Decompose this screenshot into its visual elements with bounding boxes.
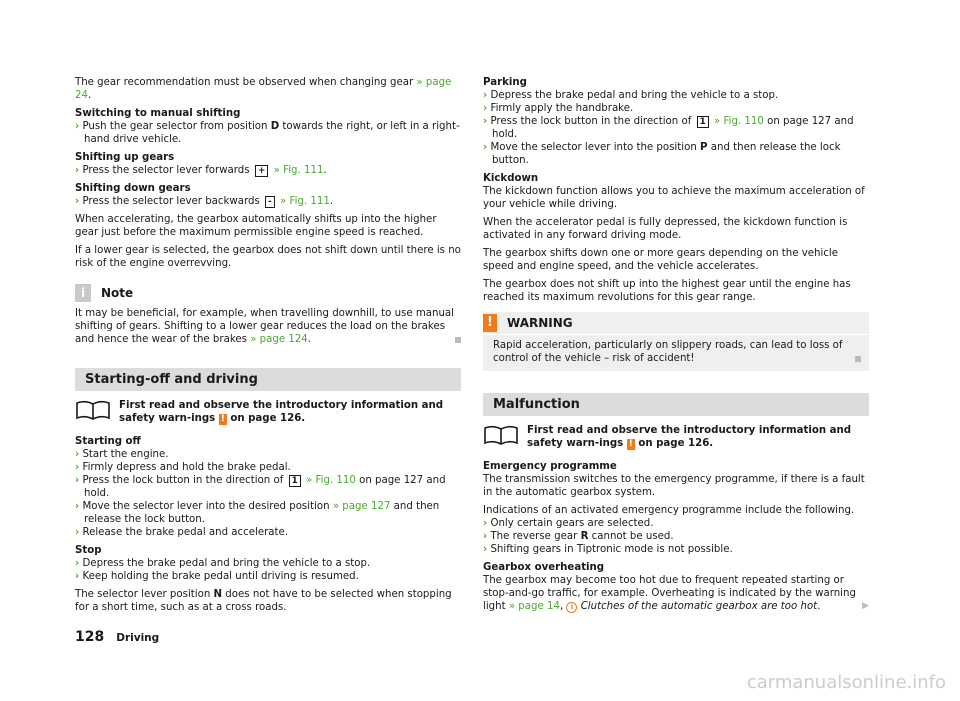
- end-marker-icon: [455, 337, 461, 343]
- chevron-icon: ›: [75, 501, 80, 512]
- emergency-text: The transmission switches to the emergency programme, if there is a fault in the automatic gearbox system.: [483, 474, 865, 498]
- warning-box: [483, 312, 869, 371]
- book-icon: [75, 399, 111, 421]
- intro-box: First read and observe the introductory information and safety warn-ings ! on page 126.: [75, 399, 461, 425]
- note-text: It may be beneficial, for example, when travelling downhill, to use manual shifting of gears. Shifting to a lower gear reduces the load on the brakes and hence the wear of the brakes » page 124.: [75, 307, 461, 346]
- chevron-icon: ›: [483, 90, 488, 101]
- list-item: › Only certain gears are selected.: [483, 518, 654, 529]
- fig-111-link[interactable]: » Fig. 111: [270, 165, 324, 176]
- fig-110-link[interactable]: » Fig. 110: [710, 116, 764, 127]
- kickdown-text: The gearbox shifts down one or more gears depending on the vehicle speed and engine speed, and the vehicle accelerates.: [483, 248, 839, 272]
- chevron-icon: ›: [75, 121, 80, 132]
- overheating-text: The gearbox may become too hot due to frequent repeated starting or stop-and-go traffic, for example. Overheating is indicated by the warning light » page 14, i Clutches of the automatic gearbox are too hot. ▶: [483, 575, 869, 612]
- list-item: › Depress the brake pedal and bring the vehicle to a stop.: [75, 558, 371, 569]
- chevron-icon: ›: [75, 558, 80, 569]
- emergency-heading: Emergency programme: [483, 461, 617, 472]
- kickdown-text: When the accelerator pedal is fully depressed, the kickdown function is activated in any forward driving mode.: [483, 217, 848, 241]
- shift-down-heading: Shifting down gears: [75, 183, 191, 194]
- page-footer: [75, 629, 159, 645]
- list-item: › Move the selector lever into the desired position » page 127 and then release the lock button.: [75, 501, 440, 525]
- manual-shifting-heading: Switching to manual shifting: [75, 108, 241, 119]
- kickdown-text: The gearbox does not shift up into the highest gear until the engine has reached its maximum revolutions for this gear range.: [483, 279, 851, 303]
- page-number: 128: [75, 629, 105, 645]
- starting-off-heading: Starting off: [75, 436, 141, 447]
- clutch-warning-icon: i: [566, 602, 577, 613]
- chevron-icon: ›: [483, 531, 488, 542]
- list-item: › Firmly depress and hold the brake pedal.: [75, 462, 291, 473]
- list-item: › The reverse gear R cannot be used.: [483, 531, 674, 542]
- warning-title: WARNING: [507, 315, 573, 330]
- key-1-icon: 1: [697, 116, 709, 128]
- page-14-link[interactable]: » page 14: [508, 601, 560, 612]
- section-title-starting-off: Starting-off and driving: [75, 368, 461, 391]
- list-item: › Keep holding the brake pedal until driving is resumed.: [75, 571, 359, 582]
- key-1-icon: 1: [289, 475, 301, 487]
- chevron-icon: ›: [75, 571, 80, 582]
- note-header: [75, 284, 461, 302]
- stop-heading: Stop: [75, 545, 102, 556]
- end-marker-icon: [855, 356, 861, 362]
- acceleration-text: When accelerating, the gearbox automatically shifts up into the higher gear just before the maximum permissible engine speed is reached.: [75, 214, 437, 238]
- fig-111-link[interactable]: » Fig. 111: [276, 196, 330, 207]
- chevron-icon: ›: [75, 165, 80, 176]
- chevron-icon: ›: [75, 527, 80, 538]
- plus-key-icon: +: [255, 165, 269, 177]
- list-item: › Shifting gears in Tiptronic mode is not possible.: [483, 544, 733, 555]
- chevron-icon: ›: [75, 475, 80, 486]
- footer-section-title: Driving: [116, 632, 160, 644]
- chevron-icon: ›: [483, 142, 488, 153]
- chevron-icon: ›: [483, 116, 488, 127]
- book-icon: [483, 424, 519, 446]
- note-title: Note: [101, 285, 134, 300]
- list-item: › Press the lock button in the direction of 1 » Fig. 110 on page 127 and hold.: [75, 475, 446, 499]
- chevron-icon: ›: [483, 544, 488, 555]
- list-item: › Firmly apply the handbrake.: [483, 103, 634, 114]
- intro-box: First read and observe the introductory information and safety warn-ings ! on page 126.: [483, 424, 869, 450]
- page-24-link[interactable]: » page 24: [75, 77, 452, 101]
- list-item: › Press the selector lever backwards - » Fig. 111.: [75, 196, 334, 207]
- page-127-link[interactable]: » page 127: [332, 501, 391, 512]
- chevron-icon: ›: [75, 449, 80, 460]
- fig-110-link[interactable]: » Fig. 110: [302, 475, 356, 486]
- overheating-heading: Gearbox overheating: [483, 562, 605, 573]
- warning-header: [483, 312, 869, 335]
- chevron-icon: ›: [75, 196, 80, 207]
- page-124-link[interactable]: » page 124: [250, 334, 308, 345]
- continue-arrow-icon: ▶: [862, 601, 869, 611]
- section-title-malfunction: Malfunction: [483, 393, 869, 416]
- list-item: › Press the selector lever forwards + » Fig. 111.: [75, 165, 327, 176]
- list-item: › Depress the brake pedal and bring the vehicle to a stop.: [483, 90, 779, 101]
- warning-text: Rapid acceleration, particularly on slippery roads, can lead to loss of control of the vehicle – risk of accident!: [483, 335, 869, 365]
- shift-up-heading: Shifting up gears: [75, 152, 175, 163]
- right-column: [483, 76, 869, 618]
- warning-icon: !: [483, 314, 497, 332]
- chevron-icon: ›: [483, 103, 488, 114]
- minus-key-icon: -: [265, 196, 275, 208]
- watermark: carmanualsonline.info: [746, 672, 946, 693]
- gear-recommendation-text: The gear recommendation must be observed when changing gear » page 24.: [75, 77, 452, 101]
- neutral-position-text: The selector lever position N does not have to be selected when stopping for a short time, such as at a cross roads.: [75, 589, 452, 613]
- left-column: [75, 76, 461, 619]
- chevron-icon: ›: [75, 462, 80, 473]
- list-item: › Release the brake pedal and accelerate.: [75, 527, 289, 538]
- list-item: › Push the gear selector from position D towards the right, or left in a right-hand drive vehicle.: [75, 121, 460, 145]
- lower-gear-text: If a lower gear is selected, the gearbox does not shift down until there is no risk of the engine overrevving.: [75, 245, 461, 269]
- emergency-indications-text: Indications of an activated emergency programme include the following.: [483, 505, 855, 516]
- list-item: › Start the engine.: [75, 449, 169, 460]
- list-item: › Press the lock button in the direction of 1 » Fig. 110 on page 127 and hold.: [483, 116, 854, 140]
- warning-icon: !: [220, 414, 225, 424]
- list-item: › Move the selector lever into the position P and then release the lock button.: [483, 142, 841, 166]
- kickdown-text: The kickdown function allows you to achieve the maximum acceleration of your vehicle while driving.: [483, 186, 865, 210]
- warning-icon: !: [628, 439, 633, 449]
- info-icon: i: [75, 284, 91, 302]
- kickdown-heading: Kickdown: [483, 173, 539, 184]
- parking-heading: Parking: [483, 77, 527, 88]
- chevron-icon: ›: [483, 518, 488, 529]
